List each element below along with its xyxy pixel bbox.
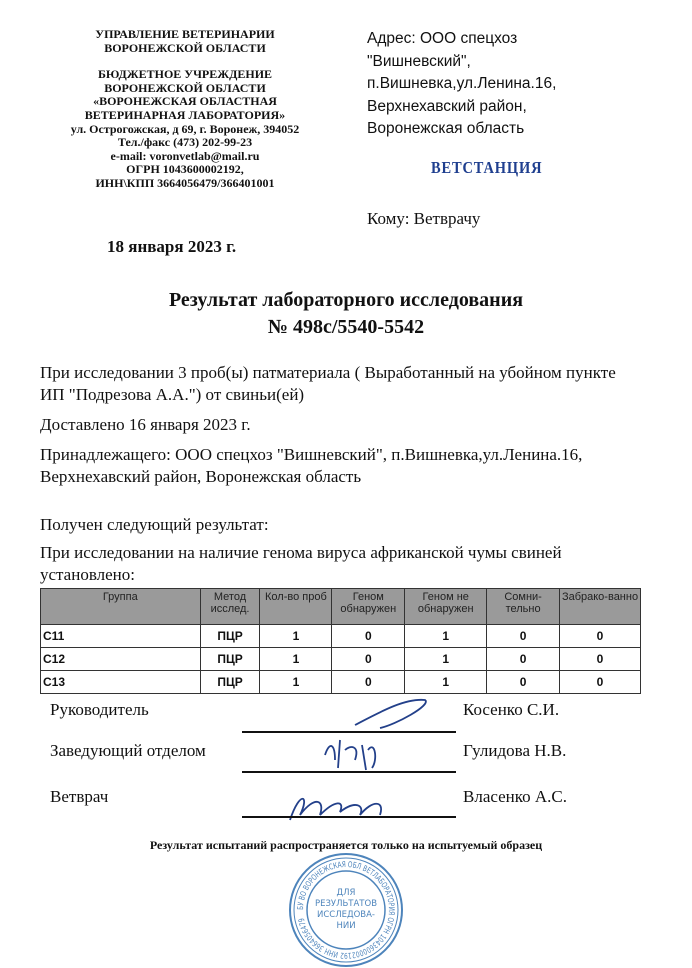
table-cell: ПЦР: [200, 625, 260, 648]
seal-center-text: ДЛЯ: [336, 888, 356, 898]
signature-line: [242, 731, 456, 733]
body-p5: При исследовании на наличие генома вируса африканской чумы свиней установлено:: [40, 543, 562, 584]
table-cell: 1: [260, 648, 332, 671]
document-date: 18 января 2023 г.: [107, 237, 237, 256]
column-header: Забрако-ванно: [560, 589, 641, 625]
header-line: ВОРОНЕЖСКОЙ ОБЛАСТИ: [104, 80, 266, 95]
recipient-address: [367, 28, 556, 141]
signature-line: [242, 771, 456, 773]
header-line: e-mail: voronvetlab@mail.ru: [110, 148, 260, 163]
address-line: "Вишневский",: [367, 52, 471, 70]
table-row: [41, 671, 641, 694]
table-cell: С12: [41, 648, 201, 671]
body-p1: При исследовании 3 проб(ы) патматериала ( Выработанный на убойном пункте ИП "Подрезова А.А.") от свиньи(ей): [40, 363, 616, 404]
address-line: Воронежская область: [367, 120, 525, 137]
footer-note: Результат испытаний распространяется только на испытуемый образец: [149, 838, 543, 852]
table-cell: 0: [560, 625, 641, 648]
column-header: Кол-во проб: [260, 589, 332, 625]
column-header: Сомни-тельно: [487, 589, 560, 625]
body-p4: Получен следующий результат:: [40, 515, 269, 534]
table-cell: 0: [487, 671, 560, 694]
round-seal: [290, 854, 402, 966]
name-head: Косенко С.И.: [463, 700, 560, 719]
header-line: БЮДЖЕТНОЕ УЧРЕЖДЕНИЕ: [97, 67, 273, 82]
table-cell: ПЦР: [200, 648, 260, 671]
header-line: Тел./факс (473) 202-99-23: [117, 135, 253, 150]
table-row: [41, 625, 641, 648]
address-line: Верхнехавский район,: [367, 97, 527, 115]
header-line: ВЕТЕРИНАРНАЯ ЛАБОРАТОРИЯ»: [84, 107, 286, 122]
table-cell: 0: [560, 648, 641, 671]
table-cell: 1: [405, 625, 487, 648]
table-cell: 1: [405, 648, 487, 671]
document-number: № 498с/5540-5542: [267, 316, 425, 338]
role-dept-head: Заведующий отделом: [50, 741, 206, 760]
signature-head: [355, 700, 426, 728]
header-line: ул. Острогожская, д 69, г. Воронеж, 394052: [70, 121, 300, 136]
column-header: Геном не обнаружен: [405, 589, 487, 625]
table-cell: ПЦР: [200, 671, 260, 694]
header-line: «ВОРОНЕЖСКАЯ ОБЛАСТНАЯ: [93, 94, 277, 109]
name-vet: Власенко А.С.: [463, 787, 568, 806]
lab-header: [40, 28, 330, 191]
role-head: Руководитель: [50, 700, 149, 719]
title-line: Результат лабораторного исследования: [168, 289, 524, 311]
table-cell: С11: [41, 625, 201, 648]
column-header: Группа: [41, 589, 201, 625]
table-cell: 1: [260, 671, 332, 694]
recipient: Кому: Ветврачу: [367, 209, 481, 228]
table-cell: 0: [332, 625, 405, 648]
address-line: Адрес: ООО спецхоз: [367, 30, 518, 47]
seal-ring-text: БУ ВО ВОРОНЕЖСКАЯ ОБЛ ВЕТЛАБОРАТОРИЯ ОГРН 1043600002192 ИНН 3664056479: [295, 859, 397, 961]
column-header: Метод исслед.: [200, 589, 260, 625]
signature-dept: [325, 740, 375, 770]
header-line: ОГРН 1043600002192,: [126, 162, 244, 177]
table-cell: 1: [260, 625, 332, 648]
header-line: ВОРОНЕЖСКОЙ ОБЛАСТИ: [104, 40, 266, 55]
signature-line: [242, 816, 456, 818]
role-vet: Ветврач: [50, 787, 109, 806]
seal-center-text: НИИ: [336, 921, 356, 931]
table-cell: С13: [41, 671, 201, 694]
table-cell: 0: [487, 648, 560, 671]
table-cell: 0: [487, 625, 560, 648]
table-cell: 0: [332, 671, 405, 694]
column-header: Геном обнаружен: [332, 589, 405, 625]
table-row: [41, 648, 641, 671]
vetstation-stamp: ВЕТСТАНЦИЯ: [431, 158, 543, 177]
body-p2: Доставлено 16 января 2023 г.: [40, 415, 251, 434]
table-cell: 0: [332, 648, 405, 671]
table-cell: 1: [405, 671, 487, 694]
body-p3: Принадлежащего: ООО спецхоз "Вишневский", п.Вишневка,ул.Ленина.16, Верхнехавский район, Воронежская область: [40, 445, 583, 486]
handwritten-signatures: [290, 700, 426, 820]
document-title: [0, 287, 692, 341]
table-cell: 0: [560, 671, 641, 694]
seal-center-text: ИССЛЕДОВА-: [316, 910, 376, 920]
name-dept-head: Гулидова Н.В.: [463, 741, 567, 760]
header-line: ИНН\КПП 3664056479/366401001: [95, 175, 275, 190]
address-line: п.Вишневка,ул.Ленина.16,: [367, 75, 557, 92]
results-table: [40, 588, 641, 694]
svg-text:БУ ВО ВОРОНЕЖСКАЯ ОБЛ ВЕТЛАБОР: [296, 860, 396, 960]
seal-center-text: РЕЗУЛЬТАТОВ: [314, 899, 378, 909]
header-line: УПРАВЛЕНИЕ ВЕТЕРИНАРИИ: [95, 27, 275, 41]
